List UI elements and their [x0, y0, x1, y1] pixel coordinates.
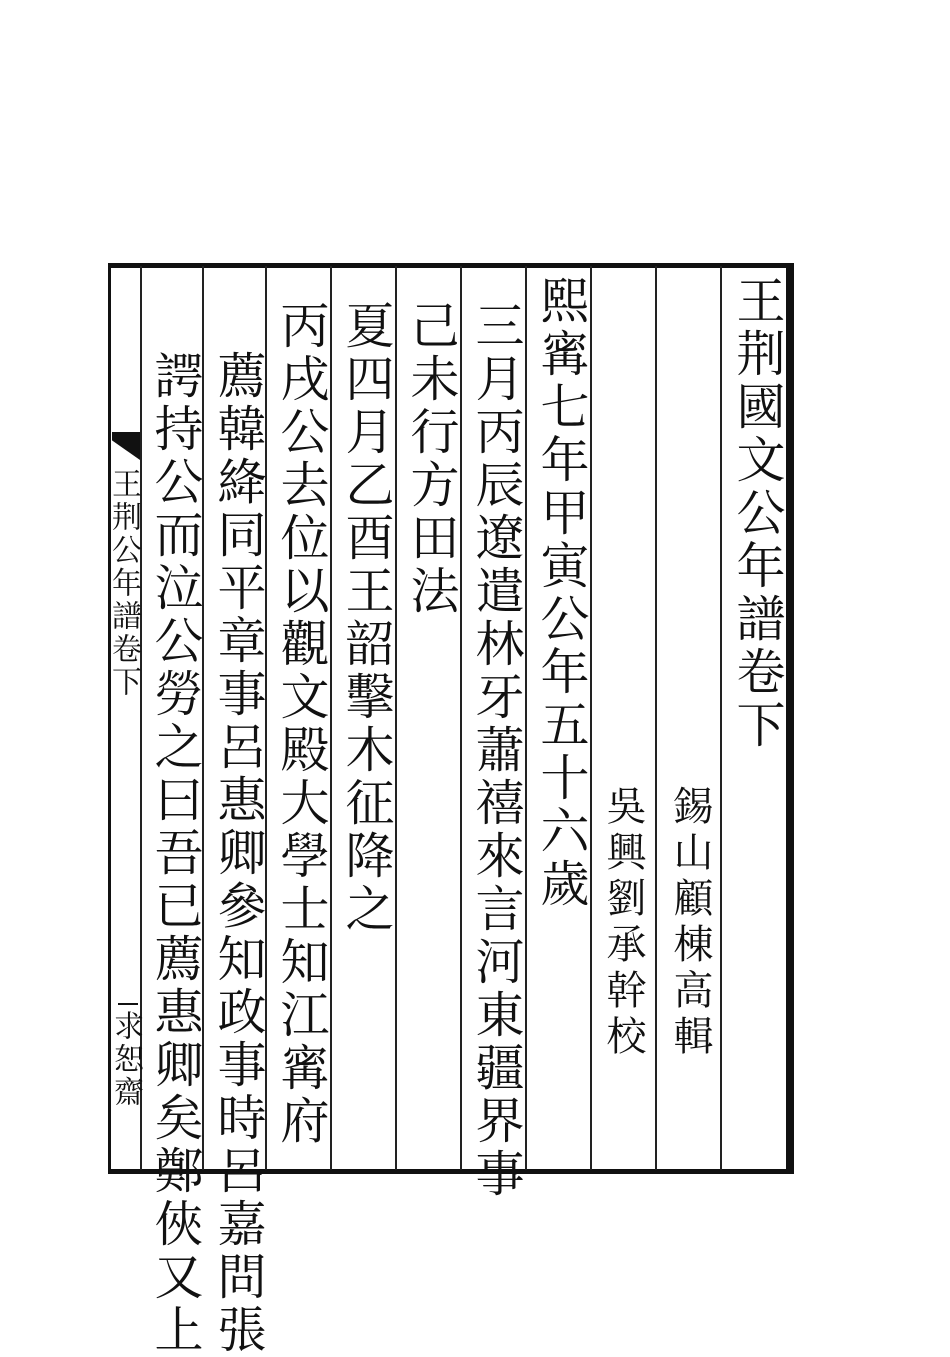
studio-name: 求恕齋 [108, 1010, 143, 1109]
entry-line: 夏四月乙酉王韶擊木征降之 [338, 300, 395, 936]
column-rule [460, 266, 462, 1170]
compiler-line: 錫山顧棟高輯 [667, 785, 713, 1061]
margin-title: 王荆公年譜卷下 [106, 468, 141, 699]
entry-line: 諤持公而泣公勞之曰吾已薦惠卿矣鄭俠又上 [147, 350, 204, 1357]
column-rule [590, 266, 592, 1170]
entry-line: 三月丙辰遼遣林牙蕭禧來言河東疆界事 [468, 300, 525, 1201]
column-rule [525, 266, 527, 1170]
page-number [118, 1003, 138, 1005]
proofreader-line: 吳興劉承幹校 [600, 785, 646, 1061]
entry-line: 薦韓絳同平章事呂惠卿參知政事時呂嘉問張 [210, 350, 267, 1357]
entry-line: 己未行方田法 [403, 300, 460, 618]
year-heading: 熙寗七年甲寅公年五十六歲 [533, 275, 590, 911]
column-rule [655, 266, 657, 1170]
volume-title: 王荆國文公年譜卷下 [729, 275, 786, 752]
column-rule [330, 266, 332, 1170]
column-rule [395, 266, 397, 1170]
column-rule [720, 266, 722, 1170]
entry-line: 丙戌公去位以觀文殿大學士知江寗府 [273, 300, 330, 1148]
